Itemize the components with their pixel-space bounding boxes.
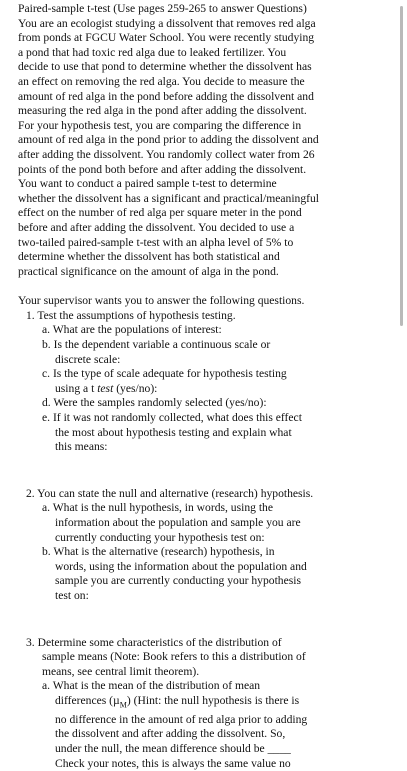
intro-line: two-tailed paired-sample t-test with an alpha level of 5% to bbox=[18, 235, 294, 249]
intro-line: practical significance on the amount of alga in the pond. bbox=[18, 264, 279, 278]
intro-line: a pond that had toxic red alga due to leaked fertilizer. You bbox=[18, 45, 287, 59]
intro-paragraph bbox=[18, 2, 384, 279]
scrollbar[interactable] bbox=[400, 6, 403, 326]
intro-line: decide to use that pond to determine whether the dissolvent has bbox=[18, 60, 312, 74]
question-3-title-cont: means, see central limit theorem). bbox=[42, 664, 200, 678]
intro-line: amount of red alga in the pond prior to adding the dissolvent and bbox=[18, 133, 319, 147]
question-1b: b. Is the dependent variable a continuous scale or bbox=[42, 338, 271, 352]
question-3a-cont: differences (µ$_M$) (Hint: the null hypothesis is there is bbox=[55, 693, 300, 710]
question-2b: b. What is the alternative (research) hypothesis, in bbox=[42, 545, 275, 559]
question-2a: a. What is the null hypothesis, in words, using the bbox=[42, 501, 273, 515]
intro-line: measuring the red alga in the pond after adding the dissolvent. bbox=[18, 104, 307, 118]
question-2b-cont: words, using the information about the population and bbox=[55, 559, 307, 573]
intro-line: whether the dissolvent has a significant and practical/meaningful bbox=[18, 191, 320, 205]
question-1a: a. What are the populations of interest: bbox=[42, 323, 222, 337]
question-3-title: 3. Determine some characteristics of the distribution of bbox=[26, 635, 282, 649]
question-2b-cont: test on: bbox=[55, 588, 89, 602]
intro-line: You are an ecologist studying a dissolvent that removes red alga bbox=[18, 16, 316, 30]
intro-line: from ponds at FGCU Water School. You were recently studying bbox=[18, 31, 315, 45]
question-2-title: 2. You can state the null and alternative (research) hypothesis. bbox=[26, 486, 314, 500]
question-1e-cont: this means: bbox=[55, 440, 108, 454]
mu-symbol: µ bbox=[113, 693, 120, 707]
supervisor-instruction: Your supervisor wants you to answer the following questions. bbox=[18, 294, 305, 308]
question-3a-cont: no difference in the amount of red alga prior to adding bbox=[55, 712, 308, 726]
question-3-title-cont: sample means (Note: Book refers to this a distribution of bbox=[42, 650, 306, 664]
question-1c-cont: using a t test (yes/no): bbox=[55, 381, 158, 395]
question-3a-cont: Check your notes, this is always the same value no bbox=[55, 756, 291, 770]
intro-line: You want to conduct a paired sample t-test to determine bbox=[18, 177, 277, 191]
question-2 bbox=[18, 487, 384, 604]
question-1e-cont: the most about hypothesis testing and explain what bbox=[55, 425, 292, 439]
question-2a-cont: information about the population and sample you are bbox=[55, 516, 301, 529]
question-2a-cont: currently conducting your hypothesis test on: bbox=[55, 530, 265, 544]
question-1e: e. If it was not randomly collected, what does this effect bbox=[42, 411, 302, 425]
question-3a-cont: under the null, the mean difference should be ____ bbox=[55, 742, 291, 756]
question-1d: d. Were the samples randomly selected (yes/no): bbox=[42, 396, 267, 410]
question-1c: c. Is the type of scale adequate for hypothesis testing bbox=[42, 367, 287, 381]
intro-line: For your hypothesis test, you are comparing the difference in bbox=[18, 118, 302, 132]
question-1 bbox=[18, 309, 384, 455]
question-3 bbox=[18, 636, 384, 771]
question-3a-cont: the dissolvent and after adding the dissolvent. So, bbox=[55, 727, 286, 741]
document-page bbox=[18, 2, 384, 771]
intro-line: Paired-sample t-test (Use pages 259-265 to answer Questions) bbox=[18, 2, 307, 15]
intro-line: after adding the dissolvent. You randomly collect water from 26 bbox=[18, 147, 315, 161]
intro-line: points of the pond both before and after adding the dissolvent. bbox=[18, 162, 307, 176]
intro-line: an effect on removing the red alga. You decide to measure the bbox=[18, 74, 305, 88]
question-3a: a. What is the mean of the distribution of mean bbox=[42, 679, 261, 693]
intro-line: determine whether the dissolvent has both statistical and bbox=[18, 250, 280, 264]
intro-line: effect on the number of red alga per square meter in the pond bbox=[18, 206, 302, 220]
intro-line: before and after adding the dissolvent. You decided to use a bbox=[18, 220, 295, 234]
question-1b-cont: discrete scale: bbox=[55, 352, 121, 366]
question-1-title: 1. Test the assumptions of hypothesis testing. bbox=[26, 308, 236, 322]
intro-line: amount of red alga in the pond before adding the dissolvent and bbox=[18, 89, 314, 103]
question-2b-cont: sample you are currently conducting your hypothesis bbox=[55, 574, 301, 588]
answer-blank[interactable]: ____ bbox=[267, 742, 291, 756]
